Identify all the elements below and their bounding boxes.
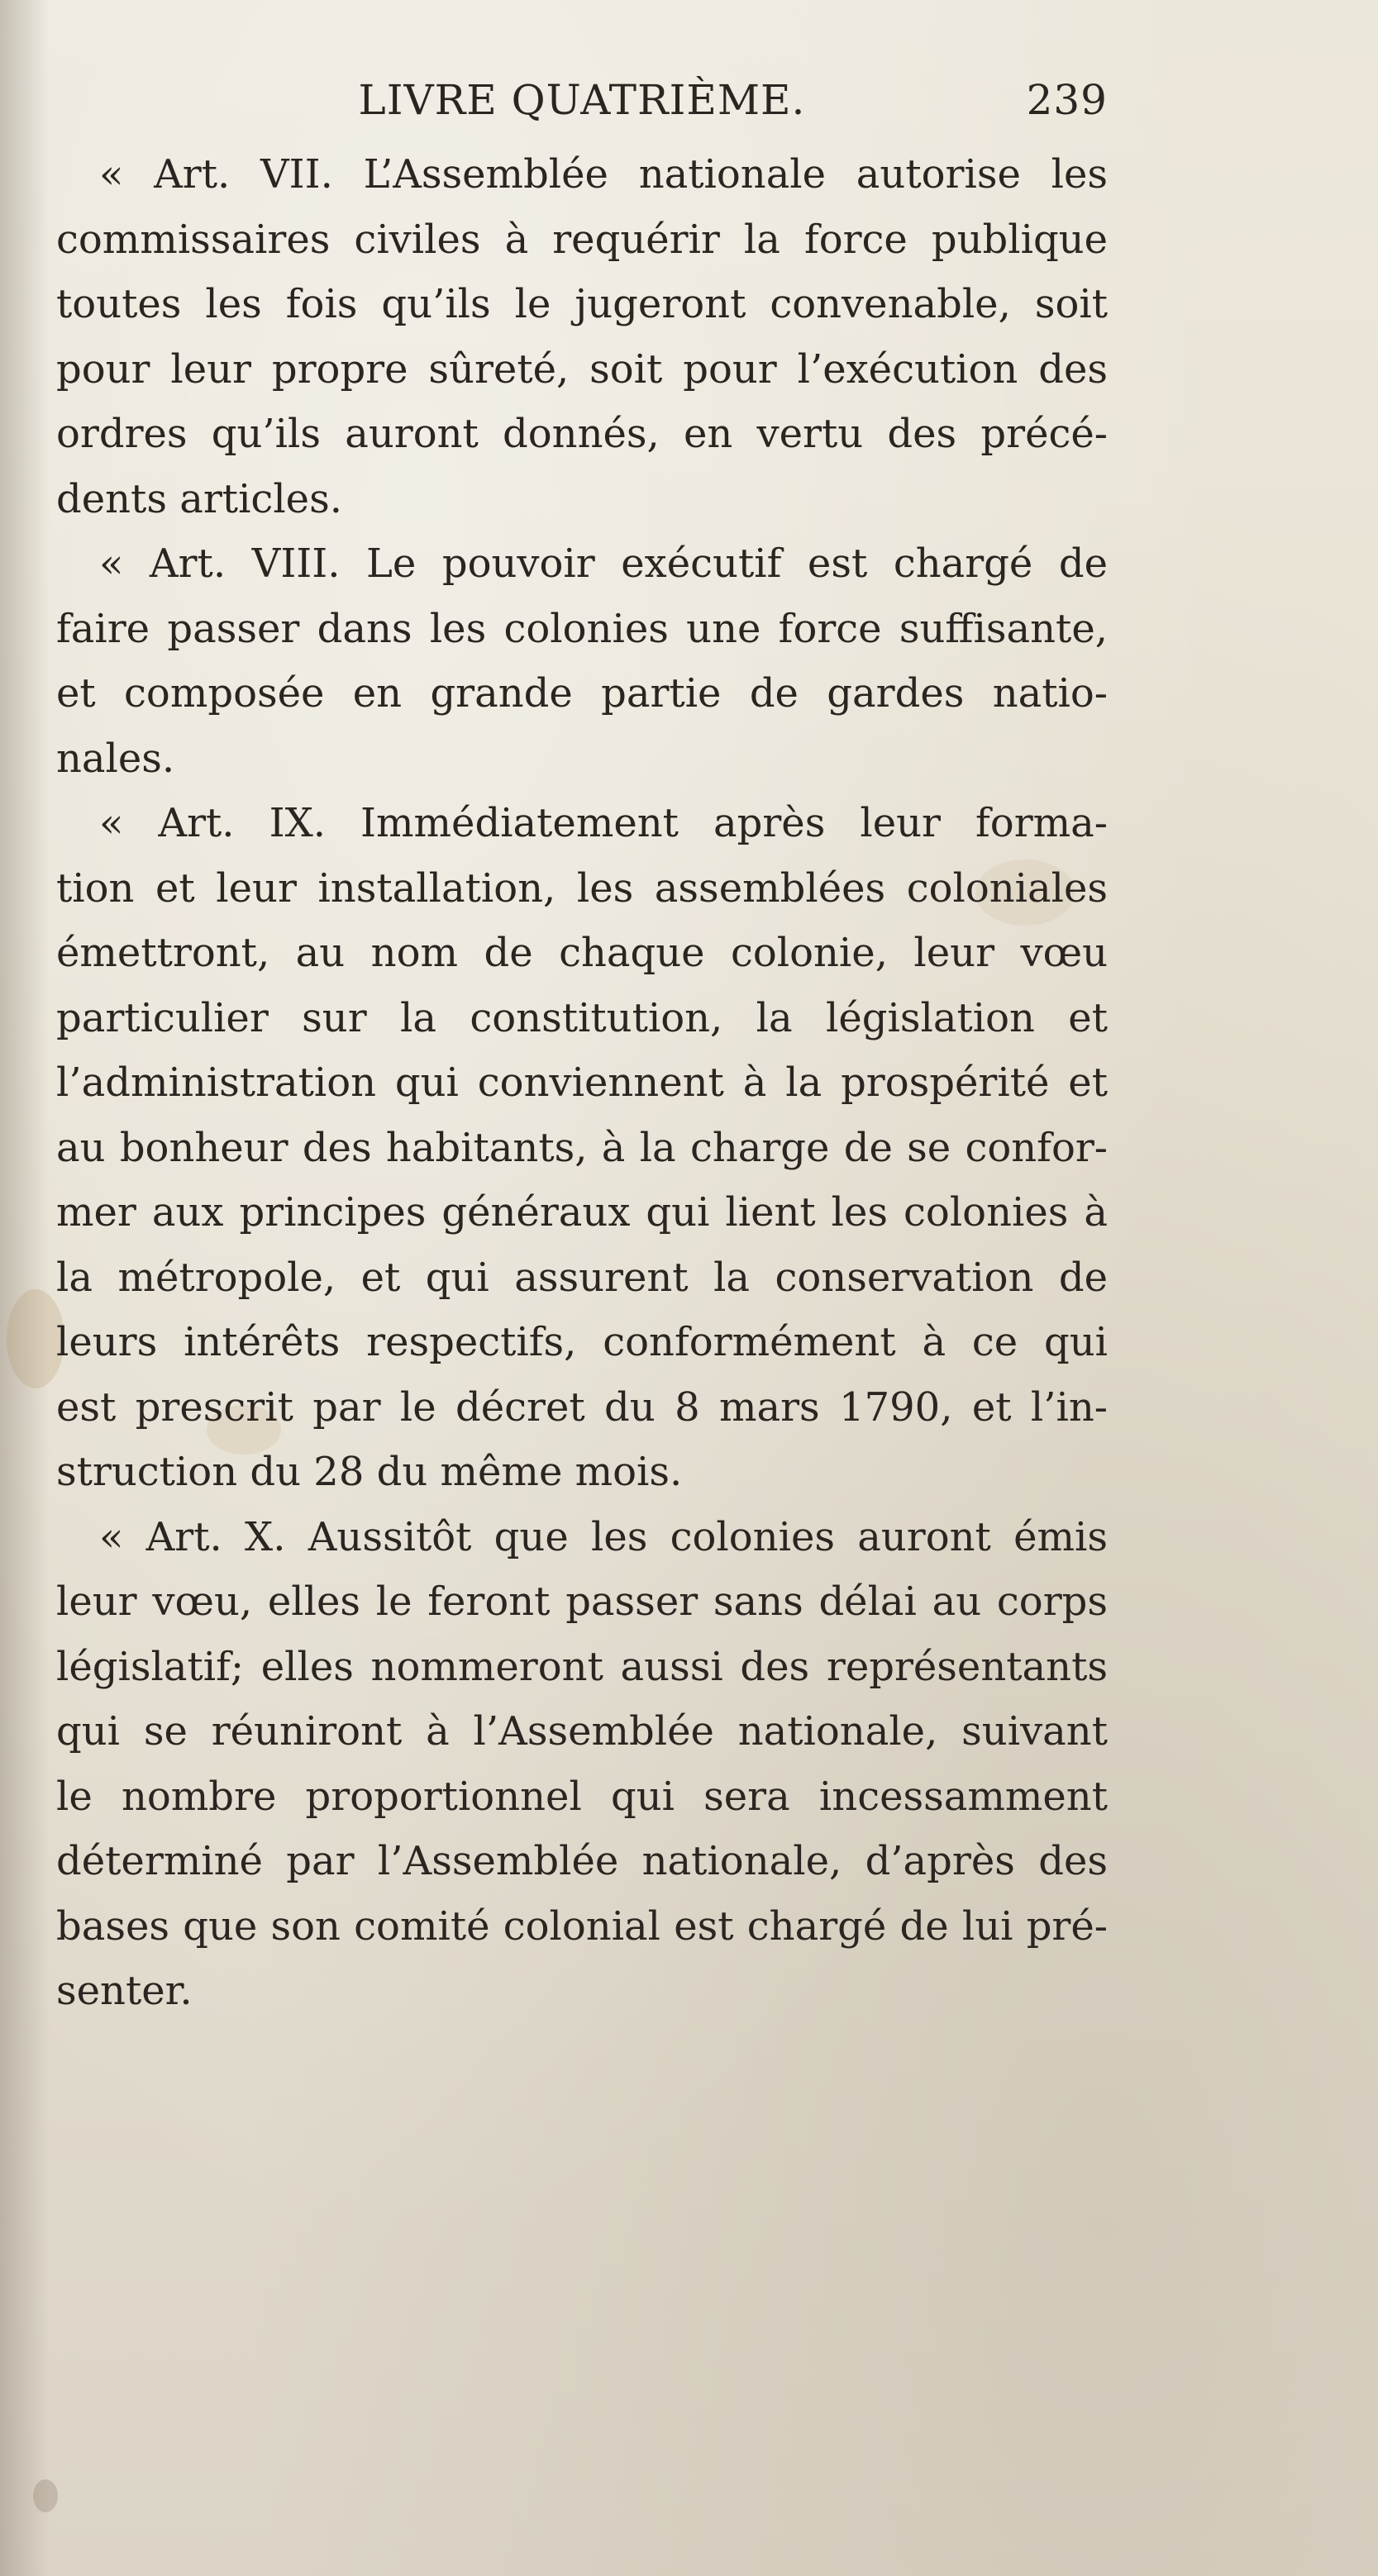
text-line: « Art. VIII. Le pouvoir exécutif est chargé de [99, 540, 1108, 587]
spine-shadow [0, 0, 50, 2576]
text-line: dents articles. [56, 475, 342, 522]
text-line: « Art. VII. L’Assemblée nationale autorise les [99, 151, 1108, 198]
text-line: struction du 28 du même mois. [56, 1449, 683, 1495]
ink-spot [33, 2479, 58, 2512]
text-line: déterminé par l’Assemblée nationale, d’après des [56, 1838, 1108, 1884]
text-line: et composée en grande partie de gardes natio- [56, 670, 1108, 717]
text-line: législatif; elles nommeront aussi des représentants [56, 1643, 1108, 1690]
text-line: « Art. X. Aussitôt que les colonies auront émis [99, 1513, 1108, 1560]
text-line: est prescrit par le décret du 8 mars 1790, et l’in- [56, 1383, 1108, 1431]
text-line: « Art. IX. Immédiatement après leur forma- [99, 800, 1108, 846]
text-line: nales. [56, 735, 175, 782]
text-line: qui se réuniront à l’Assemblée nationale, suivant [56, 1708, 1108, 1755]
text-line: tion et leur installation, les assemblées coloniales [56, 864, 1108, 912]
text-line: pour leur propre sûreté, soit pour l’exécution des [56, 345, 1108, 393]
text-line: l’administration qui conviennent à la prospérité et [56, 1059, 1108, 1106]
running-head-title: LIVRE QUATRIÈME. [358, 76, 806, 124]
text-line: mer aux principes généraux qui lient les colonies à [56, 1189, 1108, 1236]
text-line: ordres qu’ils auront donnés, en vertu des précé- [56, 411, 1108, 457]
text-line: émettront, au nom de chaque colonie, leur vœu [56, 930, 1108, 976]
text-line: au bonheur des habitants, à la charge de se confor- [56, 1124, 1108, 1171]
text-line: le nombre proportionnel qui sera incessamment [56, 1773, 1108, 1820]
page-text-block [56, 76, 1108, 2024]
text-line: toutes les fois qu’ils le jugeront convenable, soit [56, 281, 1108, 327]
text-line: la métropole, et qui assurent la conservation de [56, 1254, 1108, 1301]
text-line: leurs intérêts respectifs, conformément à ce qui [56, 1319, 1108, 1365]
body-text [56, 142, 1108, 2024]
text-line: commissaires civiles à requérir la force publique [56, 216, 1108, 263]
text-line: leur vœu, elles le feront passer sans délai au corps [56, 1578, 1108, 1625]
page-number: 239 [1026, 76, 1108, 124]
text-line: senter. [56, 1968, 193, 2014]
text-line: faire passer dans les colonies une force suffisante, [56, 605, 1108, 652]
text-line: bases que son comité colonial est chargé de lui pré- [56, 1902, 1108, 1950]
running-head [56, 76, 1108, 142]
text-line: particulier sur la constitution, la législation et [56, 994, 1108, 1041]
